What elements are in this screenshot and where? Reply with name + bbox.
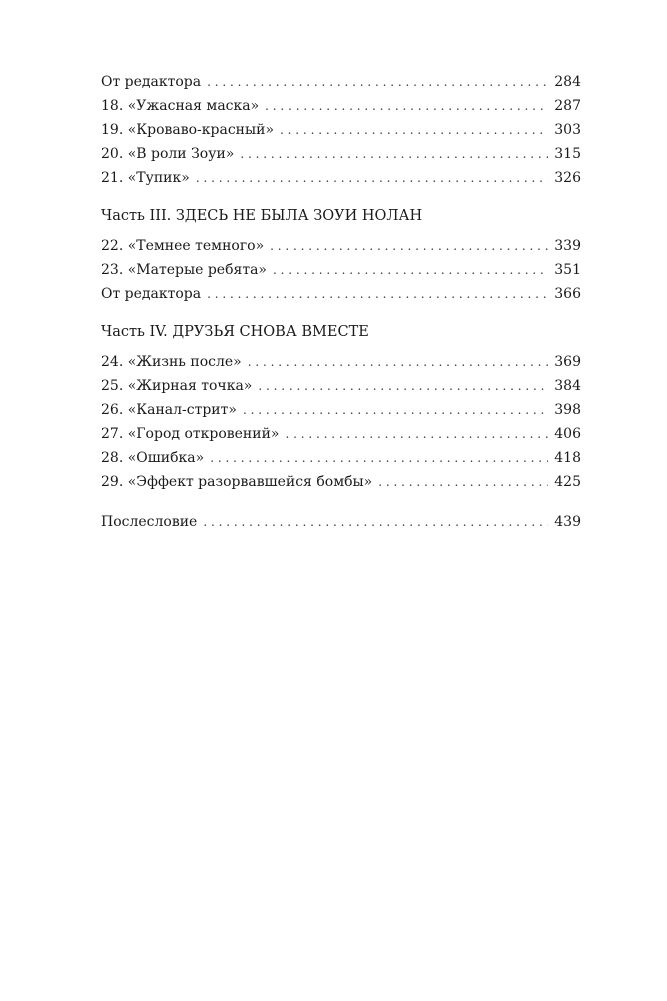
dot-leader — [240, 142, 548, 166]
toc-entry — [101, 94, 581, 118]
dot-leader — [248, 350, 549, 374]
toc-entry — [101, 118, 581, 142]
toc-entry-title: 27. «Город откровений» — [101, 426, 280, 442]
toc-entry-title: 28. «Ошибка» — [101, 450, 205, 466]
toc-entry-title: Послесловие — [101, 514, 198, 530]
toc-entry-page: 398 — [554, 402, 581, 418]
toc-entry-title: 23. «Матерые ребята» — [101, 262, 267, 278]
dot-leader — [270, 234, 548, 258]
toc-entry-page: 425 — [554, 474, 581, 490]
dot-leader — [273, 258, 548, 282]
toc-entry — [101, 350, 581, 374]
toc-entry — [101, 446, 581, 470]
toc-entry — [101, 234, 581, 258]
dot-leader — [243, 398, 548, 422]
dot-leader — [207, 282, 548, 306]
toc-entry-title: От редактора — [101, 286, 202, 302]
toc-entry-page: 287 — [554, 98, 581, 114]
dot-leader — [210, 446, 548, 470]
toc-entry-title: От редактора — [101, 74, 202, 90]
section-gap — [101, 494, 581, 510]
toc-entry-page: 351 — [554, 262, 581, 278]
part-heading: Часть IV. ДРУЗЬЯ СНОВА ВМЕСТЕ — [101, 324, 369, 340]
dot-leader — [285, 422, 548, 446]
toc-entry — [101, 166, 581, 190]
dot-leader — [378, 470, 548, 494]
toc-entry — [101, 142, 581, 166]
toc-entry-page: 369 — [554, 354, 581, 370]
dot-leader — [196, 166, 548, 190]
dot-leader — [203, 510, 548, 534]
toc-entry-title: 26. «Канал-стрит» — [101, 402, 237, 418]
toc-entry-title: 21. «Тупик» — [101, 170, 190, 186]
toc-entry — [101, 70, 581, 94]
toc-entry-page: 303 — [554, 122, 581, 138]
toc-entry — [101, 374, 581, 398]
toc-entry — [101, 258, 581, 282]
toc-entry-title: 22. «Темнее темного» — [101, 238, 265, 254]
table-of-contents — [101, 70, 581, 534]
toc-entry — [101, 470, 581, 494]
toc-entry-title: 25. «Жирная точка» — [101, 378, 253, 394]
toc-entry-title: 18. «Ужасная маска» — [101, 98, 260, 114]
toc-entry-title: 24. «Жизнь после» — [101, 354, 242, 370]
toc-entry-page: 384 — [554, 378, 581, 394]
toc-entry — [101, 398, 581, 422]
toc-entry — [101, 282, 581, 306]
toc-entry-title: 29. «Эффект разорвавшейся бомбы» — [101, 474, 373, 490]
part-heading: Часть III. ЗДЕСЬ НЕ БЫЛА ЗОУИ НОЛАН — [101, 208, 423, 224]
toc-entry-page: 339 — [554, 238, 581, 254]
toc-entry-page: 284 — [554, 74, 581, 90]
dot-leader — [258, 374, 548, 398]
toc-entry-page: 326 — [554, 170, 581, 186]
toc-entry — [101, 422, 581, 446]
dot-leader — [207, 70, 548, 94]
toc-entry-page: 366 — [554, 286, 581, 302]
toc-entry-page: 315 — [554, 146, 581, 162]
toc-entry-title: 19. «Кроваво-красный» — [101, 122, 275, 138]
dot-leader — [265, 94, 548, 118]
toc-entry-page: 418 — [554, 450, 581, 466]
toc-entry-page: 406 — [554, 426, 581, 442]
toc-entry-page: 439 — [554, 514, 581, 530]
dot-leader — [280, 118, 548, 142]
toc-entry — [101, 510, 581, 534]
toc-entry-title: 20. «В роли Зоуи» — [101, 146, 235, 162]
